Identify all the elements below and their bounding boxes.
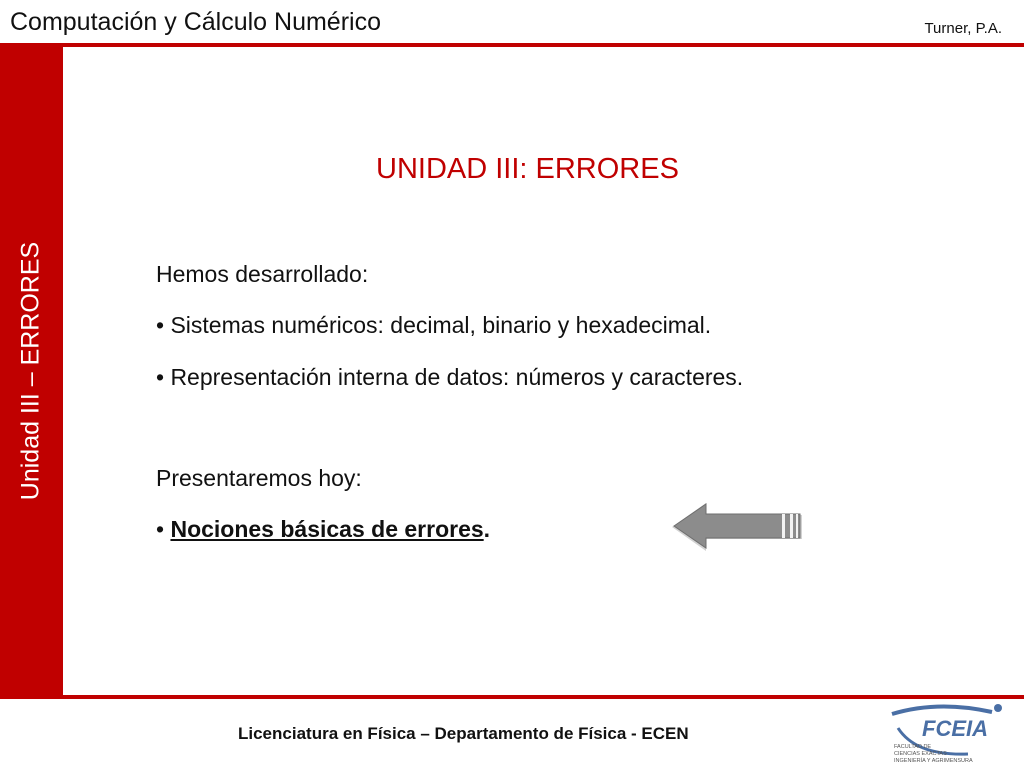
author-name: Turner, P.A. bbox=[924, 20, 1002, 37]
slide-title: UNIDAD III: ERRORES bbox=[376, 153, 679, 185]
course-title: Computación y Cálculo Numérico bbox=[10, 8, 381, 36]
fceia-logo bbox=[888, 700, 1020, 766]
footer-divider bbox=[0, 695, 1024, 699]
left-arrow-icon bbox=[670, 500, 806, 554]
topic-errors: Nociones básicas de errores bbox=[170, 516, 484, 542]
logo-caption-1: FACULTAD DE bbox=[894, 744, 932, 750]
logo-caption-2: CIENCIAS EXACTAS bbox=[894, 751, 947, 757]
bullet-data-representation: • Representación interna de datos: números y caracteres. bbox=[156, 364, 744, 390]
bullet-marker: • bbox=[156, 516, 171, 542]
logo-wordmark: FCEIA bbox=[922, 716, 988, 741]
bullet-numeric-systems: • Sistemas numéricos: decimal, binario y hexadecimal. bbox=[156, 312, 712, 338]
today-text: Presentaremos hoy: bbox=[156, 465, 362, 491]
footer-text: Licenciatura en Física – Departamento de Física - ECEN bbox=[238, 724, 689, 743]
header-divider bbox=[0, 43, 1024, 47]
topic-period: . bbox=[483, 516, 491, 542]
bullet-today-topic bbox=[156, 516, 490, 543]
logo-caption-3: INGENIERÍA Y AGRIMENSURA bbox=[894, 758, 973, 764]
side-unit-label: Unidad III – ERRORES bbox=[16, 241, 45, 501]
intro-text: Hemos desarrollado: bbox=[156, 261, 369, 287]
